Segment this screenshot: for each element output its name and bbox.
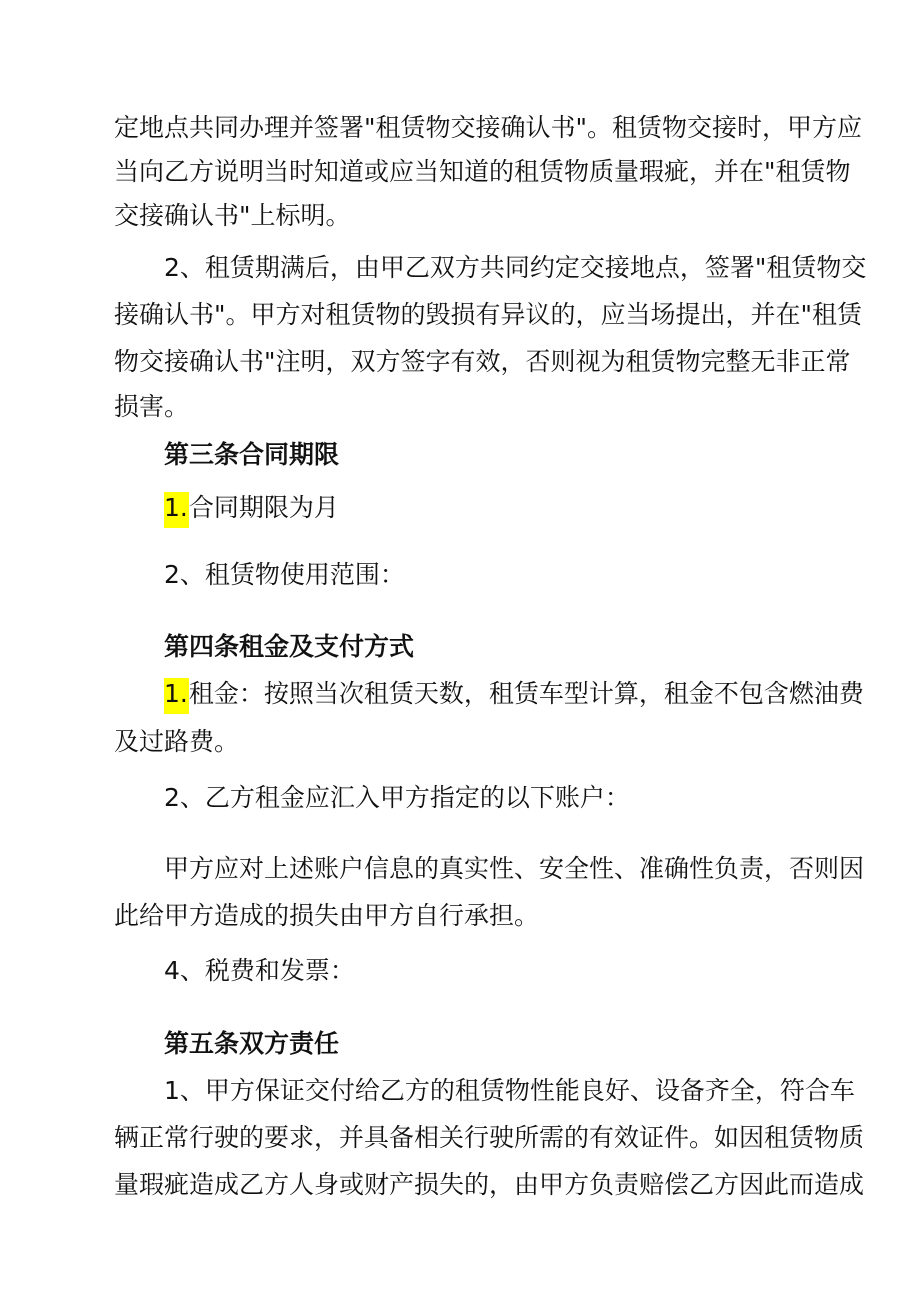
article3-item1-text: 合同期限为月 — [188, 493, 339, 522]
article3-item1-number: 1. — [164, 492, 189, 528]
article3-heading: 第三条合同期限 — [164, 440, 340, 469]
article4-item2: 2、乙方租金应汇入甲方指定的以下账户： — [164, 783, 630, 812]
article4-item4: 4、税费和发票： — [164, 956, 355, 985]
para2-line3: 物交接确认书"注明，双方签字有效，否则视为租赁物完整无非正常 — [114, 347, 851, 376]
article3-item2: 2、租赁物使用范围： — [164, 560, 405, 589]
article4-item1-line2: 及过路费。 — [114, 727, 240, 756]
article5-heading: 第五条双方责任 — [164, 1029, 340, 1058]
article4-item1 — [164, 676, 864, 714]
article4-note-line2: 此给甲方造成的损失由甲方自行承担。 — [114, 901, 540, 930]
article4-heading: 第四条租金及支付方式 — [164, 632, 415, 661]
para1-line3: 交接确认书"上标明。 — [114, 201, 351, 230]
article5-item1-line3: 量瑕疵造成乙方人身或财产损失的，由甲方负责赔偿乙方因此而造成 — [114, 1170, 865, 1199]
para2-line1: 2、租赁期满后，由甲乙双方共同约定交接地点，签署"租赁物交 — [164, 253, 867, 282]
article5-item1-line2: 辆正常行驶的要求，并具备相关行驶所需的有效证件。如因租赁物质 — [114, 1123, 865, 1152]
para1-line2: 当向乙方说明当时知道或应当知道的租赁物质量瑕疵，并在"租赁物 — [114, 157, 851, 186]
article4-note-line1: 甲方应对上述账户信息的真实性、安全性、准确性负责，否则因 — [164, 854, 865, 883]
article5-item1-line1: 1、甲方保证交付给乙方的租赁物性能良好、设备齐全，符合车 — [164, 1076, 855, 1105]
para1-line1: 定地点共同办理并签署"租赁物交接确认书"。租赁物交接时，甲方应 — [114, 113, 863, 142]
article3-item1 — [164, 490, 339, 528]
article4-item1-number: 1. — [164, 678, 189, 714]
para2-line4: 损害。 — [114, 392, 190, 421]
article4-item1-text: 租金：按照当次租赁天数，租赁车型计算，租金不包含燃油费 — [188, 679, 864, 708]
para2-line2: 接确认书"。甲方对租赁物的毁损有异议的，应当场提出，并在"租赁 — [114, 300, 863, 329]
